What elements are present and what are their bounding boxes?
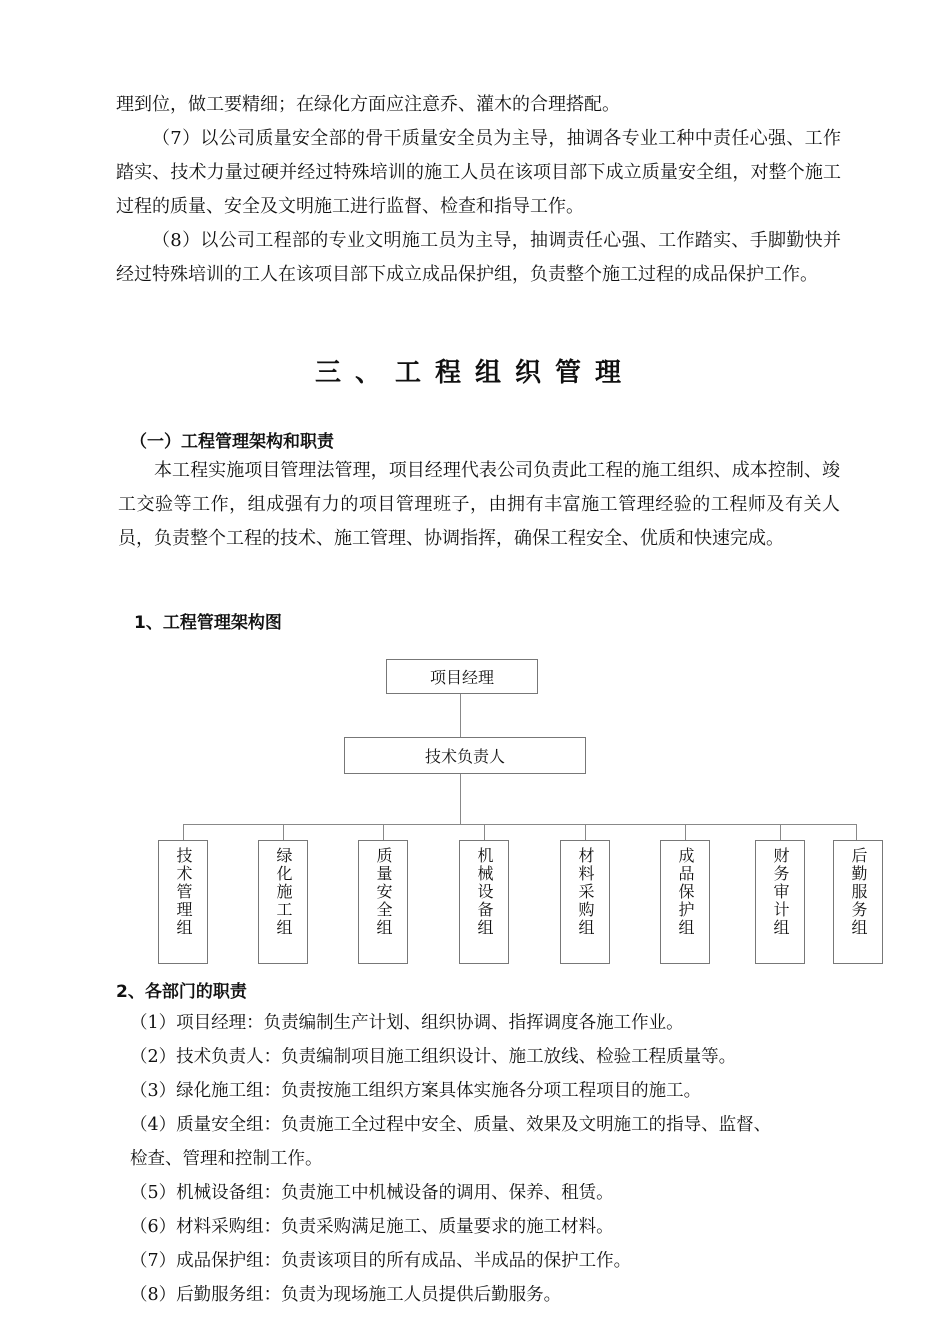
duty-item: （4）质量安全组：负责施工全过程中安全、质量、效果及文明施工的指导、监督、	[130, 1115, 772, 1135]
connector-drop	[283, 824, 284, 840]
group-label: 质量安全组	[374, 847, 393, 937]
org-group-machinery	[459, 840, 509, 964]
org-group-greening	[258, 840, 308, 964]
duty-item: （5）机械设备组：负责施工中机械设备的调用、保养、租赁。	[130, 1183, 614, 1203]
subsection-paragraph: 本工程实施项目管理法管理，项目经理代表公司负责此工程的施工组织、成本控制、竣工交验等工作，组成强有力的项目管理班子，由拥有丰富施工管理经验的工程师及有关人员，负责整个工程的技术、施工管理、协调指挥，确保工程安全、优质和快速完成。	[118, 460, 840, 549]
org-group-tech-management	[158, 840, 208, 964]
duty-item: （3）绿化施工组：负责按施工组织方案具体实施各分项工程项目的施工。	[130, 1081, 702, 1101]
group-label: 财务审计组	[771, 847, 790, 937]
connector-drop	[780, 824, 781, 840]
org-group-procurement	[560, 840, 610, 964]
org-box-project-manager: 项目经理	[386, 659, 538, 694]
connector-drop	[585, 824, 586, 840]
chart-heading: 1、工程管理架构图	[134, 613, 282, 633]
intro-item-8: （8）以公司工程部的专业文明施工员为主导，抽调责任心强、工作踏实、手脚勤快并经过特殊培训的工人在该项目部下成立成品保护组，负责整个施工过程的成品保护工作。	[116, 230, 841, 285]
org-group-protection	[660, 840, 710, 964]
connector-drop	[383, 824, 384, 840]
duty-item: （8）后勤服务组：负责为现场施工人员提供后勤服务。	[130, 1285, 562, 1305]
intro-item-7: （7）以公司质量安全部的骨干质量安全员为主导，抽调各专业工种中责任心强、工作踏实、技术力量过硬并经过特殊培训的施工人员在该项目部下成立质量安全组，对整个施工过程的质量、安全及文明施工进行监督、检查和指导工作。	[116, 128, 841, 217]
group-label: 机械设备组	[475, 847, 494, 937]
org-group-finance	[755, 840, 805, 964]
org-group-quality-safety	[358, 840, 408, 964]
group-label: 材料采购组	[576, 847, 595, 937]
org-group-logistics	[833, 840, 883, 964]
connector-drop	[685, 824, 686, 840]
group-label: 后勤服务组	[849, 847, 868, 937]
duty-item: （7）成品保护组：负责该项目的所有成品、半成品的保护工作。	[130, 1251, 632, 1271]
duties-heading: 2、各部门的职责	[116, 982, 247, 1002]
subsection-title: （一）工程管理架构和职责	[130, 432, 334, 452]
connector-middle	[460, 774, 461, 824]
org-box-tech-lead: 技术负责人	[344, 737, 586, 774]
duty-item: （2）技术负责人：负责编制项目施工组织设计、施工放线、检验工程质量等。	[130, 1047, 737, 1067]
connector-drop	[183, 824, 184, 840]
group-label: 技术管理组	[174, 847, 193, 937]
duty-item-continuation: 检查、管理和控制工作。	[130, 1149, 323, 1169]
connector-drop	[484, 824, 485, 840]
section-title: 三、工程组织管理	[314, 358, 635, 388]
group-label: 成品保护组	[676, 847, 695, 937]
connector-top	[460, 694, 461, 737]
intro-continuation: 理到位，做工要精细；在绿化方面应注意乔、灌木的合理搭配。	[116, 94, 620, 115]
group-label: 绿化施工组	[274, 847, 293, 937]
connector-drop	[856, 824, 857, 840]
duty-item: （6）材料采购组：负责采购满足施工、质量要求的施工材料。	[130, 1217, 614, 1237]
duty-item: （1）项目经理：负责编制生产计划、组织协调、指挥调度各施工作业。	[130, 1013, 684, 1033]
